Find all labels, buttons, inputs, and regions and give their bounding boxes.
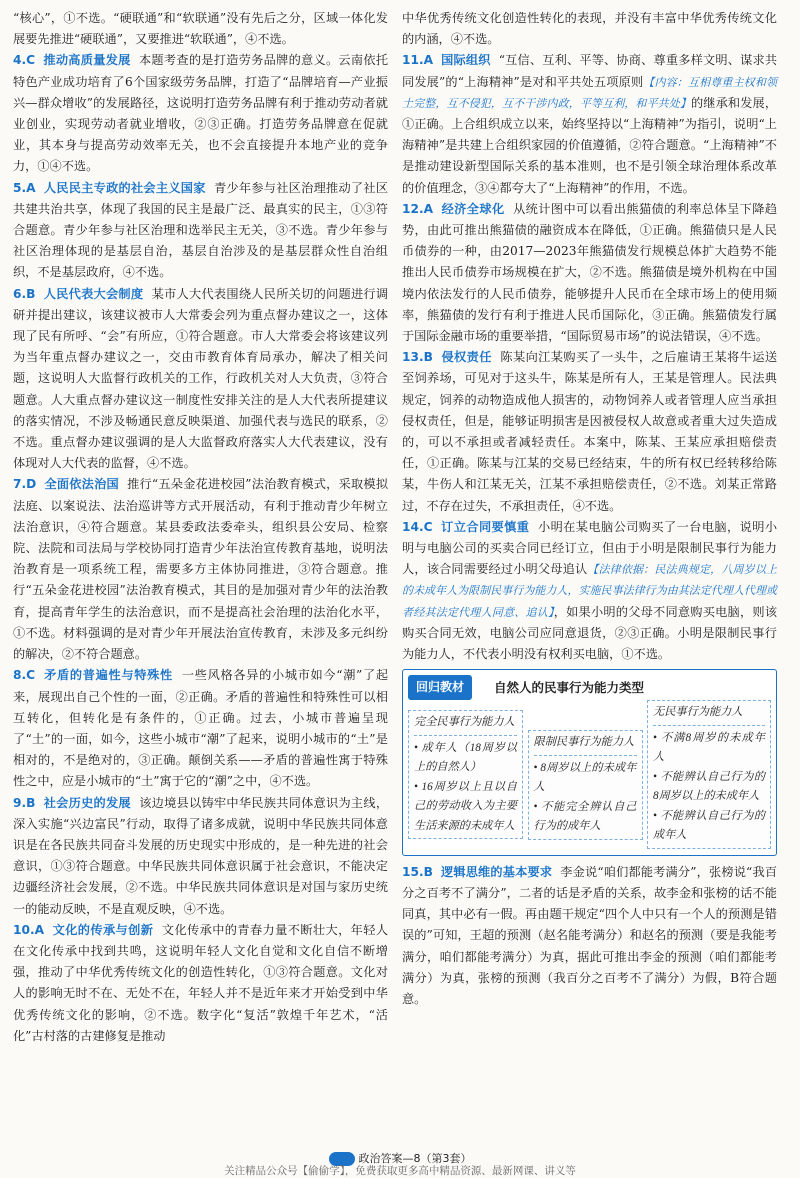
answer-topic: 逻辑思维的基本要求	[440, 864, 553, 879]
box-header	[408, 674, 771, 700]
answer-14	[402, 517, 777, 665]
page-footer	[0, 1146, 800, 1176]
annotation-note: 【内容：互相尊重主权和领土完整，互不侵犯，互不干涉内政，平等互利，和平共处】	[402, 75, 777, 110]
card-item: • 8周岁以上的未成年人	[533, 761, 637, 794]
answer-text: “互信、互利、平等、协商、尊重多样文明、谋求共同发展”的“上海精神”是对和平共处五项原则	[402, 53, 778, 89]
card-item: • 不能辨认自己行为的8周岁以上的未成年人	[653, 770, 765, 803]
card-heading: 限制民事行为能力人	[534, 733, 637, 756]
limited-capacity-card	[528, 730, 643, 840]
answer-number: 15.B	[402, 864, 433, 879]
answer-topic: 订立合同要慎重	[441, 519, 530, 534]
card-item: • 16周岁以上且以自己的劳动收入为主要生活来源的未成年人	[414, 780, 517, 832]
box-title: 自然人的民事行为能力类型	[494, 679, 645, 695]
answer-text: 本题考查的是打造劳务品牌的意义。云南依托特色产业成功培育了6个国家级劳务品牌，打造了“品牌培育—产业振兴—群众增收”的发展路径，这说明打造劳务品牌有利于推动劳动者就业创业，实现劳动者就业增收，②③正确。打造劳务品牌意在促就业，其本身与提高劳动效率无关，也不会直接提升本地产业的竞争力，①④不选。	[13, 53, 389, 174]
answer-topic: 侵权责任	[441, 350, 492, 365]
answer-10	[13, 920, 388, 1047]
answer-text: 陈某向江某购买了一头牛，之后雇请王某将牛运送至饲养场，可见对于这头牛，陈某是所有人，王某是管理人。民法典规定，饲养的动物造成他人损害的，动物饲养人或者管理人应当承担侵权责任，但是，能够证明损害是因被侵权人故意或者重大过失造成的，可以不承担或者减轻责任。本案中，陈某、王某应承担赔偿责任，①正确。陈某与江某的交易已经结束，牛的所有权已经转移给陈某，牛伤人和江某无关，江某不承担赔偿责任，②不选。刘某正常路过，不存在过失，不承担责任，④不选。	[402, 350, 778, 513]
answer-number: 6.B	[13, 286, 36, 301]
answer-text: 文化传承中的青春力量不断壮大，年轻人在文化传承中找到共鸣，这说明年轻人文化自觉和文化自信不断增强，推动了中华优秀传统文化的创造性转化，①③符合题意。文化对人的影响无时不在、无处不在，年轻人并不是近年来才开始受到中华优秀传统文化的影响，②不选。数字化“复活”敦煌千年艺术，“活化”古村落的古建修复是推动	[13, 922, 389, 1043]
answer-topic: 矛盾的普遍性与特殊性	[44, 668, 173, 683]
answer-text: ，如果小明的父母不同意购买电脑，则该购买合同无效，电脑公司应同意退货，②③正确。小明是限制民事行为能力人，不代表小明没有权利买电脑，①不选。	[402, 604, 778, 662]
answer-15	[402, 862, 777, 1010]
answer-number: 14.C	[402, 519, 433, 534]
answer-text: 该边境县以铸牢中华民族共同体意识为主线，深入实施“兴边富民”行动，取得了诸多成就，说明中华民族共同体意识是在各民族共同奋斗发展的历史现实中形成的，是一种先进的社会意识，①③符合题意。中华民族共同体意识属于社会意识，不能决定边疆经济社会发展，②不选。中华民族共同体意识是对国与家历史统一的能动反映，不是直观反映，④不选。	[13, 795, 389, 916]
answer-topic: 全面依法治国	[44, 477, 119, 492]
para-continuation	[402, 8, 777, 50]
answer-number: 5.A	[13, 180, 36, 195]
card-heading: 完全民事行为能力人	[414, 713, 517, 736]
answer-5	[13, 178, 388, 284]
answer-text: 推行“五朵金花进校园”法治教育模式，采取模拟法庭、以案说法、法治巡讲等方式开展活动，有利于推动青少年树立法治意识，④符合题意。某县委政法委牵头，组织县公安局、检察院、法院和司法局与学校协同打造青少年法治宣传教育基地，说明法治教育是一项系统工程，需要多方主体协同推进，③符合题意。推行“五朵金花进校园”法治教育模式，其目的是加强对青少年的法治教育，提高青年学生的法治意识，而不是提高社会治理的法治化水平，①不选。材料强调的是对青少年开展法治宣传教育，未涉及多元纠纷的解决，②不符合题意。	[13, 477, 389, 662]
answer-number: 9.B	[13, 795, 36, 810]
answer-topic: 人民民主专政的社会主义国家	[43, 180, 206, 195]
annotation-note: 【法律依据：民法典规定，八周岁以上的未成年人为限制民事行为能力人，实施民事法律行为由其法定代理人代理或者经其法定代理人同意、追认】	[402, 563, 778, 619]
capacity-types	[408, 704, 771, 849]
answer-number: 10.A	[13, 922, 45, 937]
no-capacity-card	[647, 700, 771, 849]
answer-text: 青少年参与社区治理推动了社区共建共治共享，体现了我国的民主是最广泛、最真实的民主，①③符合题意。青少年参与社区治理和选举民主无关，③不选。青少年参与社区治理体现的是基层自治，基层自治涉及的是基层群众性自治组织，不是基层政府，④不选。	[13, 180, 389, 280]
answer-text: 一些风格各异的小城市如今“潮”了起来，展现出自己个性的一面，②正确。矛盾的普遍性和特殊性可以相互转化，但转化是有条件的，①正确。过去，小城市普遍呈现了“土”的一面，如今，这些小城市“潮”了起来，说明小城市的“土”是相对的，不是绝对的，③正确。颠倒关系——矛盾的普遍性寓于特殊性之中，应是小城市的“土”寓于它的“潮”之中，④不选。	[13, 668, 389, 789]
answer-topic: 国际组织	[441, 53, 491, 68]
answer-4	[13, 50, 388, 177]
answer-text: 的继承和发展，①正确。上合组织成立以来，始终坚持以“上海精神”为指引，说明“上海精神”是共建上合组织家园的价值遵循，②符合题意。“上海精神”不是推动建设新型国际关系的基本准则，也不是引领全球治理体系改革的价值理念，③④都夸大了“上海精神”的作用，不选。	[402, 95, 778, 195]
answer-number: 12.A	[402, 201, 434, 216]
text: “核心”，①不选。“硬联通”和“软联通”没有先后之分，区域一体化发展要先推进“硬联通”，又要推进“软联通”，④不选。	[13, 11, 388, 47]
answer-text: 小明在某电脑公司购买了一台电脑，说明小明与电脑公司的买卖合同已经订立，但由于小明是限制民事行为能力人，该合同需要经过小明父母追认	[402, 519, 778, 577]
right-column	[402, 8, 777, 1010]
card-item: • 不满8周岁的未成年人	[653, 731, 765, 764]
answer-8	[13, 665, 388, 792]
answer-topic: 经济全球化	[441, 201, 505, 216]
card-item: • 成年人（18周岁以上的自然人）	[414, 741, 517, 774]
left-column	[13, 8, 388, 1047]
textbook-review-box	[402, 669, 777, 856]
answer-number: 11.A	[402, 53, 434, 68]
answer-topic: 人民代表大会制度	[43, 286, 144, 301]
answer-9	[13, 793, 388, 920]
answer-number: 13.B	[402, 350, 433, 365]
answer-number: 7.D	[13, 477, 37, 492]
para-continuation	[13, 8, 388, 50]
full-capacity-card	[408, 710, 523, 839]
card-heading: 无民事行为能力人	[653, 703, 765, 726]
answer-topic: 文化的传承与创新	[52, 922, 154, 937]
answer-text: 李金说“咱们都能考满分”，张榜说“我百分之百考不了满分”，二者的话是矛盾的关系，故李金和张榜的话不能同真，其中必有一假。再由题干规定“四个人中只有一个人的预测是错误的”可知，王超的预测（赵名能考满分）和赵名的预测（要是我能考满分，咱们都能考满分）为真，据此可推出李金的预测（咱们都能考满分）为真，张榜的预测（我百分之百考不了满分）为假，B符合题意。	[402, 864, 778, 1007]
answer-text: 某市人大代表围绕人民所关切的问题进行调研并提出建议，该建议被市人大常委会列为重点督办建议之一，这体现了民有所呼、“会”有所应，①符合题意。市人大常委会将该建议列为当年重点督办建议之一，交由市教育体育局承办，解决了相关问题，这说明人大监督行政机关的工作，行政机关对人大负责，③符合题意。人大重点督办建议这一制度性安排关注的是人大代表所提建议的落实情况，不涉及畅通民意反映渠道、加强代表与选民的联系，②不选。重点督办建议强调的是人大监督政府落实人大代表建议，没有体现对人大代表的监督，④不选。	[13, 286, 389, 471]
footer-watermark-text: 关注精品公众号【偷偷学】，免费获取更多高中精品资源、最新网课、讲义等	[224, 1165, 576, 1177]
answer-topic: 推动高质量发展	[43, 53, 131, 68]
answer-13	[402, 347, 777, 517]
answer-text: 从统计图中可以看出熊猫债的利率总体呈下降趋势，由此可推出熊猫债的融资成本在降低，①正确。熊猫债只是人民币债券的一种，由2017—2023年熊猫债发行规模总体扩大趋势不能推出人民币债券市场规模在扩大，②不选。熊猫债是境外机构在中国境内依法发行的人民币债券，能够提升人民币在全球市场上的使用频率，熊猫债的发行有利于推进人民币国际化，③正确。熊猫债发行属于国际金融市场的重要举措，“国际贸易市场”的说法错误，④不选。	[402, 201, 778, 344]
card-item: • 不能辨认自己行为的成年人	[653, 809, 765, 842]
answer-12	[402, 199, 777, 347]
page-number: 政治答案—8（第3套）	[358, 1152, 472, 1165]
answer-6	[13, 284, 388, 475]
review-tag: 回归教材	[408, 675, 472, 700]
answer-number: 4.C	[13, 53, 36, 68]
answer-11	[402, 50, 777, 198]
answer-number: 8.C	[13, 668, 36, 683]
text: 中华优秀传统文化创造性转化的表现，并没有丰富中华优秀传统文化的内涵，④不选。	[402, 11, 777, 47]
answer-7	[13, 474, 388, 665]
card-item: • 不能完全辨认自己行为的成年人	[533, 800, 637, 833]
answer-topic: 社会历史的发展	[43, 795, 131, 810]
